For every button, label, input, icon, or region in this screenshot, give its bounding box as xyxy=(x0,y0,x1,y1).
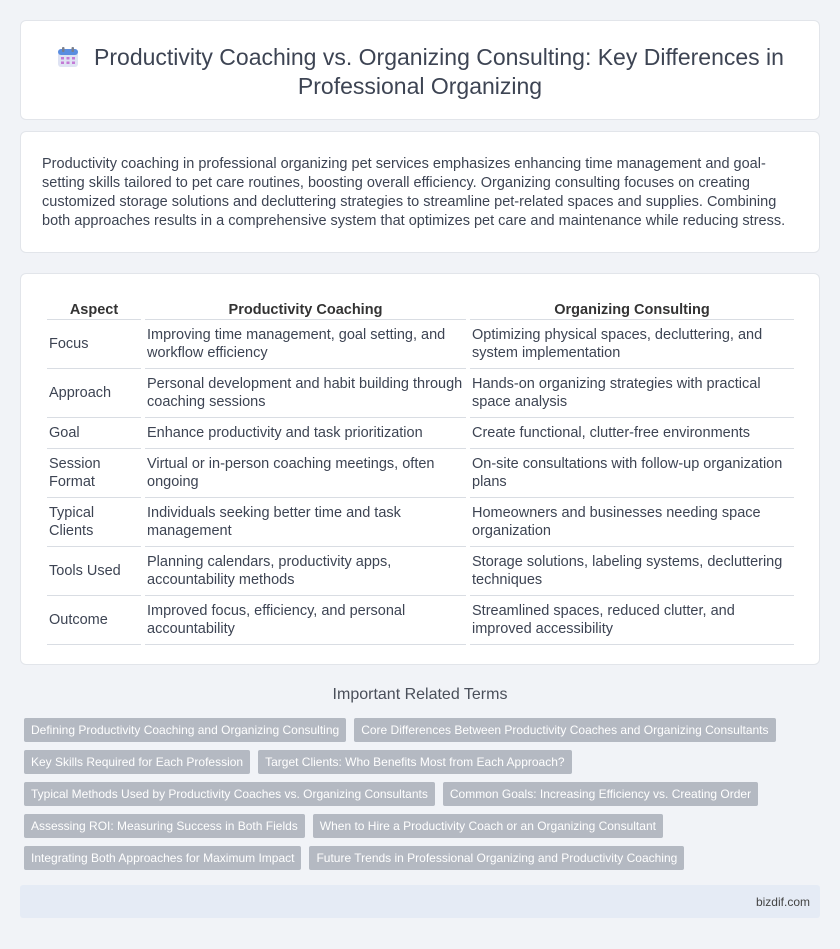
tag-row xyxy=(24,750,804,774)
productivity-coaching-cell: Enhance productivity and task prioritization xyxy=(145,418,466,449)
organizing-consulting-cell: Create functional, clutter-free environments xyxy=(470,418,794,449)
aspect-cell: Approach xyxy=(47,369,141,418)
page-title: Productivity Coaching vs. Organizing Consulting: Key Differences in Professional Organizing xyxy=(94,44,784,99)
organizing-consulting-cell: Hands-on organizing strategies with practical space analysis xyxy=(470,369,794,418)
comparison-card xyxy=(20,273,820,665)
table-row xyxy=(47,418,794,449)
tag-row xyxy=(24,846,804,870)
table-row xyxy=(47,320,794,369)
productivity-coaching-cell: Virtual or in-person coaching meetings, often ongoing xyxy=(145,449,466,498)
productivity-coaching-cell: Planning calendars, productivity apps, accountability methods xyxy=(145,547,466,596)
table-row xyxy=(47,498,794,547)
table-header-row xyxy=(47,296,794,320)
page-title-wrap xyxy=(51,43,789,101)
table-row xyxy=(47,547,794,596)
productivity-coaching-cell: Individuals seeking better time and task management xyxy=(145,498,466,547)
aspect-cell: Session Format xyxy=(47,449,141,498)
footer-bar xyxy=(20,885,820,918)
organizing-consulting-cell: Optimizing physical spaces, decluttering, and system implementation xyxy=(470,320,794,369)
aspect-cell: Outcome xyxy=(47,596,141,645)
column-header-productivity-coaching: Productivity Coaching xyxy=(145,296,466,320)
table-row xyxy=(47,369,794,418)
productivity-coaching-cell: Improving time management, goal setting, and workflow efficiency xyxy=(145,320,466,369)
organizing-consulting-cell: Homeowners and businesses needing space organization xyxy=(470,498,794,547)
productivity-coaching-cell: Improved focus, efficiency, and personal accountability xyxy=(145,596,466,645)
productivity-coaching-cell: Personal development and habit building through coaching sessions xyxy=(145,369,466,418)
column-header-aspect: Aspect xyxy=(47,296,141,320)
related-terms-heading: Important Related Terms xyxy=(332,686,508,703)
table-row xyxy=(47,596,794,645)
table-row xyxy=(47,449,794,498)
aspect-cell: Focus xyxy=(47,320,141,369)
footer-site-link[interactable]: bizdif.com xyxy=(755,895,810,909)
related-term-tag[interactable]: Target Clients: Who Benefits Most from Each Approach? xyxy=(258,750,571,774)
comparison-table xyxy=(43,296,798,645)
tag-row xyxy=(24,814,804,838)
related-term-tag[interactable]: Common Goals: Increasing Efficiency vs. Creating Order xyxy=(443,782,758,806)
organizing-consulting-cell: Streamlined spaces, reduced clutter, and improved accessibility xyxy=(470,596,794,645)
related-term-tag[interactable]: Key Skills Required for Each Profession xyxy=(24,750,250,774)
title-card xyxy=(20,20,820,120)
aspect-cell: Typical Clients xyxy=(47,498,141,547)
related-term-tag[interactable]: When to Hire a Productivity Coach or an Organizing Consultant xyxy=(313,814,663,838)
related-term-tag[interactable]: Typical Methods Used by Productivity Coaches vs. Organizing Consultants xyxy=(24,782,435,806)
tag-row xyxy=(24,718,804,742)
related-term-tag[interactable]: Core Differences Between Productivity Coaches and Organizing Consultants xyxy=(354,718,775,742)
related-terms-list xyxy=(24,718,804,878)
tag-row xyxy=(24,782,804,806)
calendar-icon xyxy=(56,45,80,69)
intro-card xyxy=(20,131,820,253)
aspect-cell: Goal xyxy=(47,418,141,449)
intro-paragraph: Productivity coaching in professional organizing pet services emphasizes enhancing time management and goal-setting skills tailored to pet care routines, boosting overall efficiency. Organizing consulting focuses on creating customized storage solutions and decluttering strategies to streamline pet-related spaces and supplies. Combining both approaches results in a comprehensive system that optimizes pet care and maintenance while reducing stress. xyxy=(42,156,786,229)
organizing-consulting-cell: Storage solutions, labeling systems, decluttering techniques xyxy=(470,547,794,596)
column-header-organizing-consulting: Organizing Consulting xyxy=(470,296,794,320)
related-term-tag[interactable]: Defining Productivity Coaching and Organizing Consulting xyxy=(24,718,346,742)
aspect-cell: Tools Used xyxy=(47,547,141,596)
organizing-consulting-cell: On-site consultations with follow-up organization plans xyxy=(470,449,794,498)
related-term-tag[interactable]: Integrating Both Approaches for Maximum Impact xyxy=(24,846,301,870)
related-term-tag[interactable]: Future Trends in Professional Organizing and Productivity Coaching xyxy=(309,846,684,870)
related-term-tag[interactable]: Assessing ROI: Measuring Success in Both Fields xyxy=(24,814,305,838)
